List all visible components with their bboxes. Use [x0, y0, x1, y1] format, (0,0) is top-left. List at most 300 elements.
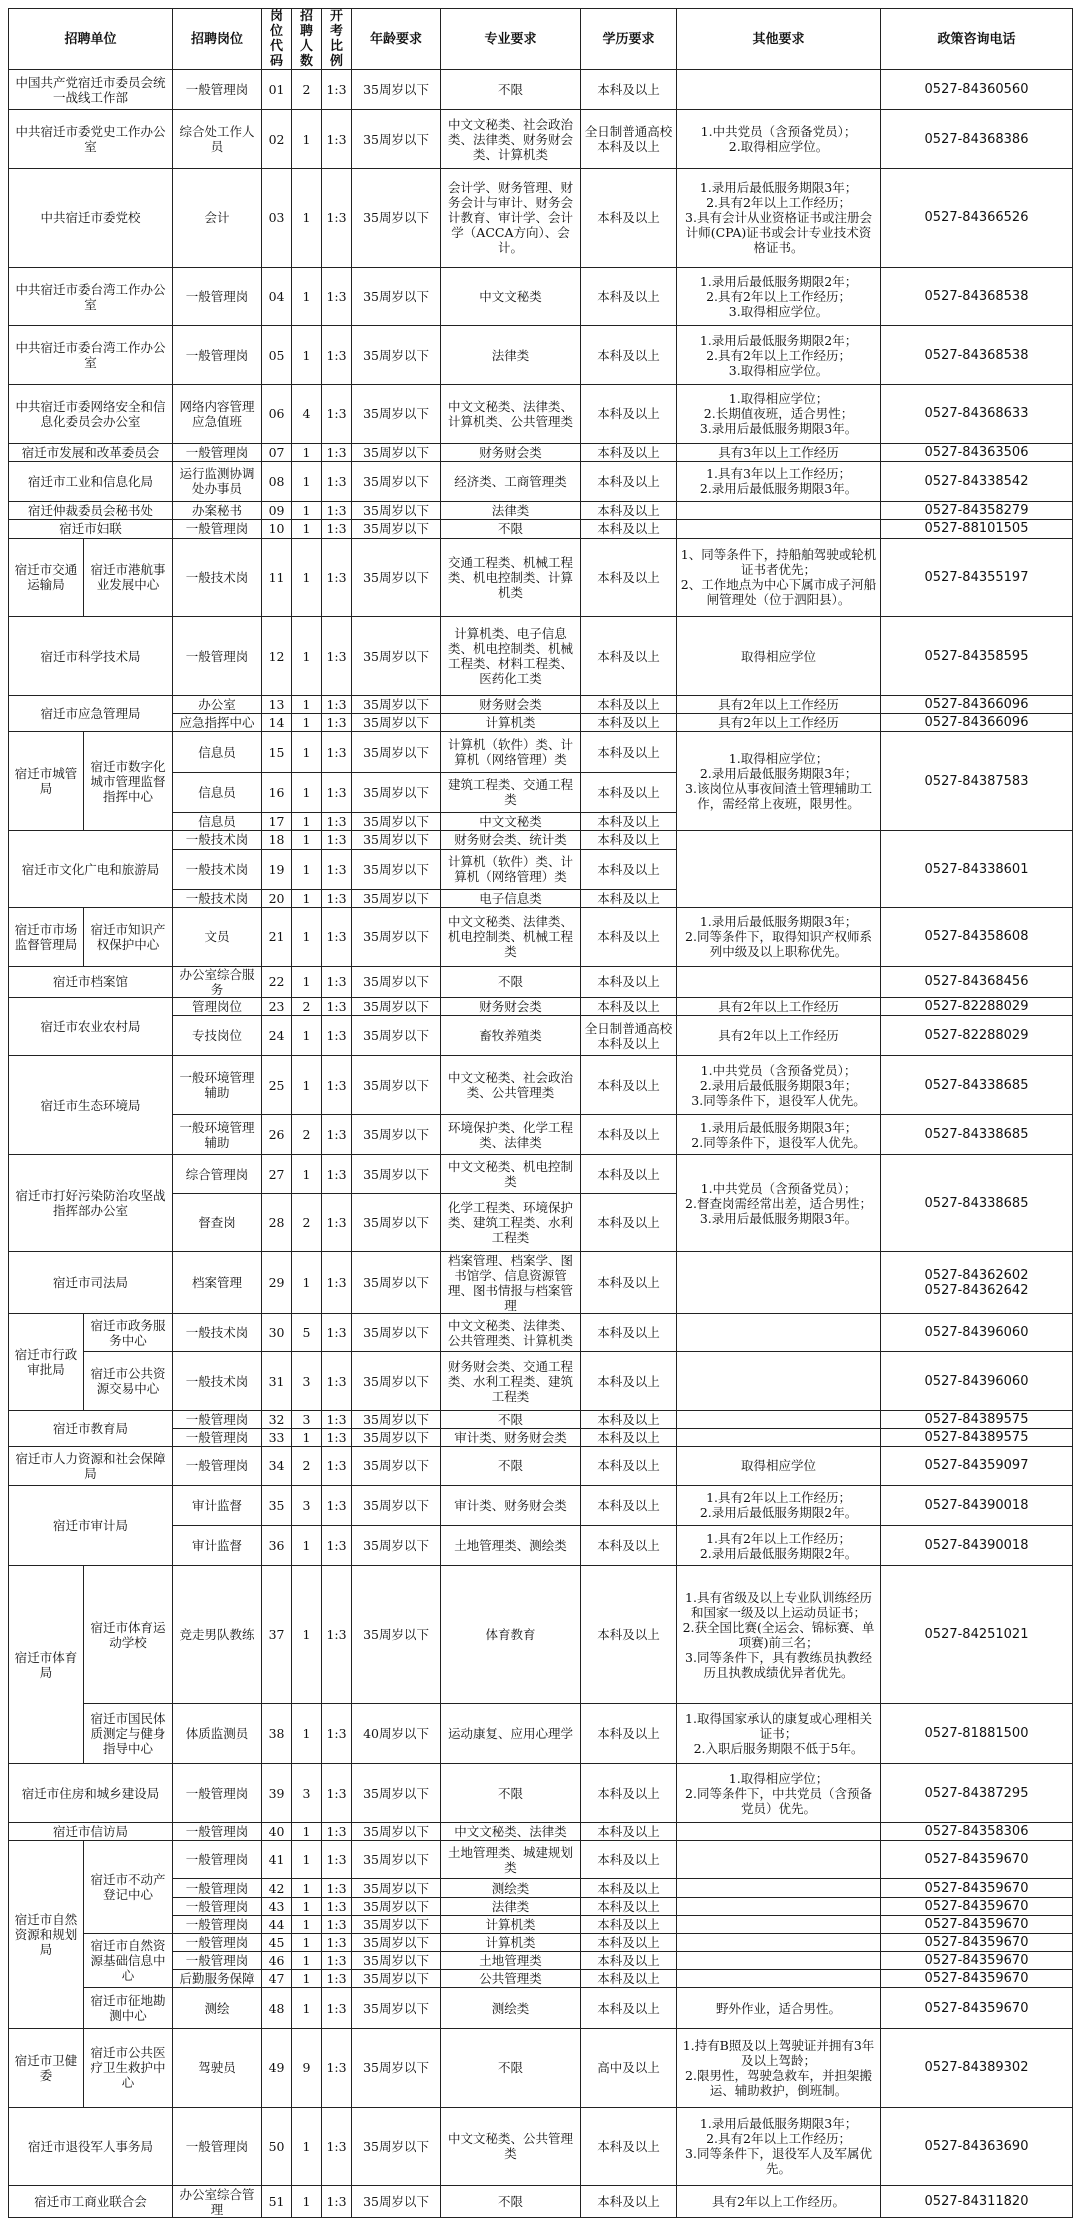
phone-cell: 0527-84368538: [881, 326, 1073, 385]
unit-cell: 宿迁市生态环境局: [9, 1056, 173, 1155]
age-cell: 35周岁以下: [352, 1897, 441, 1915]
table-row: [9, 1352, 1073, 1411]
age-cell: 35周岁以下: [352, 1988, 441, 2028]
post-cell: 竞走男队教练: [173, 1566, 262, 1703]
phone-cell: 0527-84387583: [881, 732, 1073, 831]
unit-cell: 中共宿迁市委网络安全和信息化委员会办公室: [9, 385, 173, 444]
ratio-cell: 1:3: [322, 1897, 352, 1915]
phone-cell: 0527-84338542: [881, 461, 1073, 501]
other-cell: [677, 1970, 881, 1988]
num-cell: 5: [292, 1313, 322, 1351]
edu-cell: 本科及以上: [581, 1822, 677, 1840]
ratio-cell: 1:3: [322, 267, 352, 326]
group-unit-cell: 宿迁市卫健委: [9, 2028, 84, 2107]
num-cell: 1: [292, 908, 322, 967]
table-row: [9, 520, 1073, 538]
major-cell: 化学工程类、环境保护类、建筑工程类、水利工程类: [441, 1193, 581, 1252]
post-cell: 一般技术岗: [173, 1352, 262, 1411]
ratio-cell: 1:3: [322, 1915, 352, 1933]
major-cell: 不限: [441, 1447, 581, 1485]
post-cell: 一般管理岗: [173, 443, 262, 461]
age-cell: 35周岁以下: [352, 1566, 441, 1703]
other-cell: 具有3年以上工作经历: [677, 443, 881, 461]
phone-cell: 0527-84363506: [881, 443, 1073, 461]
edu-cell: 本科及以上: [581, 1193, 677, 1252]
other-cell: 野外作业，适合男性。: [677, 1988, 881, 2028]
unit-cell: 宿迁市退役军人事务局: [9, 2107, 173, 2186]
code-cell: 45: [262, 1933, 292, 1951]
age-cell: 35周岁以下: [352, 1429, 441, 1447]
major-cell: 不限: [441, 1764, 581, 1823]
age-cell: 35周岁以下: [352, 520, 441, 538]
major-cell: 中文文秘类、法律类、机电控制类、机械工程类: [441, 908, 581, 967]
ratio-cell: 1:3: [322, 813, 352, 831]
major-cell: 中文文秘类、社会政治类、公共管理类: [441, 1056, 581, 1115]
unit-cell: 宿迁市自然资源基础信息中心: [84, 1933, 173, 1988]
unit-cell: 宿迁市数字化城市管理监督指挥中心: [84, 732, 173, 831]
other-cell: [677, 1933, 881, 1951]
code-cell: 42: [262, 1879, 292, 1897]
major-cell: 中文文秘类: [441, 813, 581, 831]
major-cell: 财务财会类: [441, 997, 581, 1015]
num-cell: 1: [292, 168, 322, 267]
unit-cell: 宿迁市司法局: [9, 1252, 173, 1314]
other-cell: 1.录用后最低服务期限3年； 2.具有2年以上工作经历； 3.具有会计从业资格证书或注册会计师(CPA)证书或会计专业技术资格证书。: [677, 168, 881, 267]
ratio-cell: 1:3: [322, 2028, 352, 2107]
other-cell: 1.持有B照及以上驾驶证并拥有3年及以上驾龄； 2.限男性，驾驶急救车，并担架搬运、辅助救护，倒班制。: [677, 2028, 881, 2107]
code-cell: 26: [262, 1115, 292, 1155]
code-cell: 25: [262, 1056, 292, 1115]
post-cell: 综合处工作人员: [173, 110, 262, 169]
post-cell: 一般管理岗: [173, 1915, 262, 1933]
phone-cell: 0527-84396060: [881, 1313, 1073, 1351]
code-cell: 20: [262, 889, 292, 907]
unit-cell: 宿迁市档案馆: [9, 966, 173, 997]
phone-cell: 0527-84366096: [881, 714, 1073, 732]
num-cell: 3: [292, 1485, 322, 1525]
major-cell: 计算机类、电子信息类、机电控制类、机械工程类、材料工程类、医药化工类: [441, 617, 581, 696]
other-cell: 1.取得国家承认的康复或心理相关证书； 2.入职后服务期限不低于5年。: [677, 1703, 881, 1764]
major-cell: 中文文秘类、社会政治类、法律类、财务财会类、计算机类: [441, 110, 581, 169]
edu-cell: 本科及以上: [581, 1566, 677, 1703]
ratio-cell: 1:3: [322, 70, 352, 110]
phone-cell: 0527-84368386: [881, 110, 1073, 169]
phone-cell: 0527-84368633: [881, 385, 1073, 444]
age-cell: 35周岁以下: [352, 1193, 441, 1252]
code-cell: 24: [262, 1016, 292, 1056]
unit-cell: 宿迁市知识产权保护中心: [84, 908, 173, 967]
code-cell: 08: [262, 461, 292, 501]
age-cell: 35周岁以下: [352, 1485, 441, 1525]
phone-cell: 0527-84396060: [881, 1352, 1073, 1411]
ratio-cell: 1:3: [322, 1056, 352, 1115]
age-cell: 35周岁以下: [352, 1933, 441, 1951]
age-cell: 35周岁以下: [352, 1822, 441, 1840]
table-row: [9, 267, 1073, 326]
group-unit-cell: 宿迁市行政审批局: [9, 1313, 84, 1410]
ratio-cell: 1:3: [322, 908, 352, 967]
num-cell: 1: [292, 889, 322, 907]
code-cell: 31: [262, 1352, 292, 1411]
ratio-cell: 1:3: [322, 1193, 352, 1252]
unit-cell: 宿迁市农业农村局: [9, 997, 173, 1056]
age-cell: 35周岁以下: [352, 1764, 441, 1823]
phone-cell: 0527-84358608: [881, 908, 1073, 967]
edu-cell: 本科及以上: [581, 1429, 677, 1447]
other-cell: 1.录用后最低服务期限3年； 2.同等条件下，取得知识产权师系列中级及以上职称优先。: [677, 908, 881, 967]
ratio-cell: 1:3: [322, 168, 352, 267]
unit-cell: 宿迁市文化广电和旅游局: [9, 831, 173, 908]
phone-cell: 0527-84359670: [881, 1988, 1073, 2028]
other-cell: 1.具有省级及以上专业队训练经历和国家一级及以上运动员证书； 2.获全国比赛(全运会、锦标赛、单项赛)前三名； 3.同等条件下，具有教练员执教经历且执教成绩优异者优先。: [677, 1566, 881, 1703]
num-cell: 1: [292, 1429, 322, 1447]
age-cell: 40周岁以下: [352, 1703, 441, 1764]
major-cell: 不限: [441, 2028, 581, 2107]
edu-cell: 本科及以上: [581, 1313, 677, 1351]
table-row: [9, 2107, 1073, 2186]
num-cell: 1: [292, 1703, 322, 1764]
major-cell: 电子信息类: [441, 889, 581, 907]
ratio-cell: 1:3: [322, 1447, 352, 1485]
ratio-cell: 1:3: [322, 696, 352, 714]
post-cell: 一般技术岗: [173, 831, 262, 849]
edu-cell: 本科及以上: [581, 1447, 677, 1485]
code-cell: 33: [262, 1429, 292, 1447]
phone-cell: 0527-84359097: [881, 1447, 1073, 1485]
age-cell: 35周岁以下: [352, 385, 441, 444]
post-cell: 一般管理岗: [173, 326, 262, 385]
other-cell: 具有2年以上工作经历: [677, 997, 881, 1015]
other-cell: [677, 966, 881, 997]
ratio-cell: 1:3: [322, 1703, 352, 1764]
unit-cell: 宿迁市发展和改革委员会: [9, 443, 173, 461]
table-row: [9, 696, 1073, 714]
edu-cell: 本科及以上: [581, 1703, 677, 1764]
major-cell: 不限: [441, 2186, 581, 2218]
post-cell: 一般管理岗: [173, 1879, 262, 1897]
phone-cell: 0527-84390018: [881, 1485, 1073, 1525]
age-cell: 35周岁以下: [352, 732, 441, 772]
other-cell: [677, 1352, 881, 1411]
edu-cell: 本科及以上: [581, 461, 677, 501]
ratio-cell: 1:3: [322, 1016, 352, 1056]
age-cell: 35周岁以下: [352, 1352, 441, 1411]
ratio-cell: 1:3: [322, 326, 352, 385]
post-cell: 一般技术岗: [173, 1313, 262, 1351]
post-cell: 体质监测员: [173, 1703, 262, 1764]
age-cell: 35周岁以下: [352, 1016, 441, 1056]
edu-cell: 本科及以上: [581, 1897, 677, 1915]
other-cell: [677, 1313, 881, 1351]
num-cell: 1: [292, 813, 322, 831]
ratio-cell: 1:3: [322, 966, 352, 997]
edu-cell: 全日制普通高校本科及以上: [581, 110, 677, 169]
recruitment-table: [8, 8, 1073, 2218]
ratio-cell: 1:3: [322, 997, 352, 1015]
table-row: [9, 1447, 1073, 1485]
post-cell: 测绘: [173, 1988, 262, 2028]
code-cell: 36: [262, 1526, 292, 1566]
major-cell: 会计学、财务管理、财务会计与审计、财务会计教育、审计学、会计学（ACCA方向）、会计。: [441, 168, 581, 267]
age-cell: 35周岁以下: [352, 1056, 441, 1115]
header-phone: 政策咨询电话: [881, 9, 1073, 70]
num-cell: 1: [292, 1897, 322, 1915]
other-cell: 1.录用后最低服务期限2年； 2.具有2年以上工作经历； 3.取得相应学位。: [677, 267, 881, 326]
num-cell: 2: [292, 1193, 322, 1252]
code-cell: 50: [262, 2107, 292, 2186]
phone-cell: 0527-84362602 0527-84362642: [881, 1252, 1073, 1314]
post-cell: 一般管理岗: [173, 1447, 262, 1485]
ratio-cell: 1:3: [322, 1879, 352, 1897]
edu-cell: 本科及以上: [581, 831, 677, 849]
edu-cell: 本科及以上: [581, 714, 677, 732]
ratio-cell: 1:3: [322, 1526, 352, 1566]
edu-cell: 本科及以上: [581, 1155, 677, 1193]
table-row: [9, 997, 1073, 1015]
age-cell: 35周岁以下: [352, 461, 441, 501]
age-cell: 35周岁以下: [352, 1313, 441, 1351]
post-cell: 办公室综合服务: [173, 966, 262, 997]
post-cell: 一般技术岗: [173, 849, 262, 889]
ratio-cell: 1:3: [322, 110, 352, 169]
major-cell: 建筑工程类、交通工程类: [441, 772, 581, 812]
phone-cell: 0527-84389302: [881, 2028, 1073, 2107]
num-cell: 1: [292, 2186, 322, 2218]
major-cell: 中文文秘类、法律类: [441, 1822, 581, 1840]
code-cell: 09: [262, 502, 292, 520]
other-cell: 1.具有3年以上工作经历； 2.录用后最低服务期限3年。: [677, 461, 881, 501]
edu-cell: 本科及以上: [581, 1485, 677, 1525]
num-cell: 1: [292, 696, 322, 714]
major-cell: 中文文秘类、机电控制类: [441, 1155, 581, 1193]
phone-cell: 0527-84358595: [881, 617, 1073, 696]
code-cell: 32: [262, 1410, 292, 1428]
ratio-cell: 1:3: [322, 1429, 352, 1447]
unit-cell: 宿迁市港航事业发展中心: [84, 538, 173, 617]
phone-cell: 0527-84338685: [881, 1115, 1073, 1155]
phone-cell: 0527-84387295: [881, 1764, 1073, 1823]
phone-cell: 0527-84359670: [881, 1915, 1073, 1933]
num-cell: 1: [292, 1566, 322, 1703]
post-cell: 运行监测协调处办事员: [173, 461, 262, 501]
other-cell: [677, 520, 881, 538]
code-cell: 02: [262, 110, 292, 169]
age-cell: 35周岁以下: [352, 714, 441, 732]
age-cell: 35周岁以下: [352, 772, 441, 812]
ratio-cell: 1:3: [322, 1970, 352, 1988]
phone-cell: 0527-84355197: [881, 538, 1073, 617]
major-cell: 审计类、财务财会类: [441, 1429, 581, 1447]
table-row: [9, 70, 1073, 110]
phone-cell: 0527-88101505: [881, 520, 1073, 538]
major-cell: 测绘类: [441, 1879, 581, 1897]
table-row: [9, 443, 1073, 461]
major-cell: 土地管理类、城建规划类: [441, 1841, 581, 1879]
num-cell: 4: [292, 385, 322, 444]
table-row: [9, 538, 1073, 617]
edu-cell: 全日制普通高校本科及以上: [581, 1016, 677, 1056]
post-cell: 一般管理岗: [173, 1841, 262, 1879]
unit-cell: 中共宿迁市委台湾工作办公室: [9, 267, 173, 326]
edu-cell: 本科及以上: [581, 168, 677, 267]
major-cell: 公共管理类: [441, 1970, 581, 1988]
num-cell: 1: [292, 1056, 322, 1115]
edu-cell: 本科及以上: [581, 966, 677, 997]
ratio-cell: 1:3: [322, 1841, 352, 1879]
other-cell: [677, 1841, 881, 1879]
major-cell: 不限: [441, 966, 581, 997]
post-cell: 专技岗位: [173, 1016, 262, 1056]
age-cell: 35周岁以下: [352, 2028, 441, 2107]
age-cell: 35周岁以下: [352, 1526, 441, 1566]
num-cell: 2: [292, 70, 322, 110]
table-row: [9, 831, 1073, 849]
num-cell: 1: [292, 1879, 322, 1897]
major-cell: 法律类: [441, 1897, 581, 1915]
table-row: [9, 1410, 1073, 1428]
table-header-row: [9, 9, 1073, 70]
edu-cell: 本科及以上: [581, 997, 677, 1015]
other-cell: 1.录用后最低服务期限3年； 2.同等条件下，退役军人优先。: [677, 1115, 881, 1155]
ratio-cell: 1:3: [322, 520, 352, 538]
other-cell: 具有2年以上工作经历: [677, 1016, 881, 1056]
age-cell: 35周岁以下: [352, 502, 441, 520]
unit-cell: 中国共产党宿迁市委员会统一战线工作部: [9, 70, 173, 110]
major-cell: 测绘类: [441, 1988, 581, 2028]
edu-cell: 本科及以上: [581, 813, 677, 831]
table-row: [9, 1252, 1073, 1314]
header-other: 其他要求: [677, 9, 881, 70]
num-cell: 1: [292, 267, 322, 326]
ratio-cell: 1:3: [322, 1252, 352, 1314]
other-cell: 1.录用后最低服务期限2年； 2.具有2年以上工作经历； 3.取得相应学位。: [677, 326, 881, 385]
header-unit: 招聘单位: [9, 9, 173, 70]
edu-cell: 本科及以上: [581, 1952, 677, 1970]
edu-cell: 本科及以上: [581, 1764, 677, 1823]
ratio-cell: 1:3: [322, 849, 352, 889]
unit-cell: 宿迁市不动产登记中心: [84, 1841, 173, 1934]
major-cell: 审计类、财务财会类: [441, 1485, 581, 1525]
age-cell: 35周岁以下: [352, 168, 441, 267]
unit-cell: 宿迁市公共医疗卫生救护中心: [84, 2028, 173, 2107]
ratio-cell: 1:3: [322, 1485, 352, 1525]
edu-cell: 本科及以上: [581, 1352, 677, 1411]
table-row: [9, 502, 1073, 520]
major-cell: 土地管理类: [441, 1952, 581, 1970]
unit-cell: 宿迁市住房和城乡建设局: [9, 1764, 173, 1823]
table-row: [9, 385, 1073, 444]
unit-cell: 宿迁市科学技术局: [9, 617, 173, 696]
ratio-cell: 1:3: [322, 443, 352, 461]
ratio-cell: 1:3: [322, 1988, 352, 2028]
age-cell: 35周岁以下: [352, 908, 441, 967]
post-cell: 一般环境管理辅助: [173, 1056, 262, 1115]
ratio-cell: 1:3: [322, 772, 352, 812]
age-cell: 35周岁以下: [352, 1410, 441, 1428]
table-row: [9, 1485, 1073, 1525]
age-cell: 35周岁以下: [352, 1952, 441, 1970]
num-cell: 1: [292, 110, 322, 169]
age-cell: 35周岁以下: [352, 2107, 441, 2186]
num-cell: 2: [292, 997, 322, 1015]
ratio-cell: 1:3: [322, 1352, 352, 1411]
major-cell: 计算机（软件）类、计算机（网络管理）类: [441, 732, 581, 772]
unit-cell: 宿迁市征地勘测中心: [84, 1988, 173, 2028]
header-code: 岗位代码: [262, 9, 292, 70]
code-cell: 34: [262, 1447, 292, 1485]
phone-cell: 0527-84338601: [881, 831, 1073, 908]
ratio-cell: 1:3: [322, 732, 352, 772]
code-cell: 22: [262, 966, 292, 997]
major-cell: 畜牧养殖类: [441, 1016, 581, 1056]
num-cell: 1: [292, 502, 322, 520]
code-cell: 51: [262, 2186, 292, 2218]
unit-cell: 中共宿迁市委党校: [9, 168, 173, 267]
unit-cell: 宿迁市人力资源和社会保障局: [9, 1447, 173, 1485]
major-cell: 中文文秘类、法律类、计算机类、公共管理类: [441, 385, 581, 444]
major-cell: 档案管理、档案学、图书馆学、信息资源管理、图书情报与档案管理: [441, 1252, 581, 1314]
code-cell: 30: [262, 1313, 292, 1351]
phone-cell: 0527-84251021: [881, 1566, 1073, 1703]
edu-cell: 本科及以上: [581, 1915, 677, 1933]
num-cell: 1: [292, 732, 322, 772]
phone-cell: 0527-84311820: [881, 2186, 1073, 2218]
other-cell: [677, 1879, 881, 1897]
major-cell: 土地管理类、测绘类: [441, 1526, 581, 1566]
post-cell: 一般管理岗: [173, 1764, 262, 1823]
num-cell: 3: [292, 1410, 322, 1428]
post-cell: 一般管理岗: [173, 2107, 262, 2186]
table-row: [9, 966, 1073, 997]
age-cell: 35周岁以下: [352, 1915, 441, 1933]
edu-cell: 本科及以上: [581, 1252, 677, 1314]
unit-cell: 宿迁市体育运动学校: [84, 1566, 173, 1703]
other-cell: [677, 1410, 881, 1428]
table-row: [9, 1764, 1073, 1823]
edu-cell: 本科及以上: [581, 70, 677, 110]
age-cell: 35周岁以下: [352, 966, 441, 997]
code-cell: 29: [262, 1252, 292, 1314]
header-ratio: 开考比例: [322, 9, 352, 70]
group-unit-cell: 宿迁市自然资源和规划局: [9, 1841, 84, 2029]
num-cell: 3: [292, 1352, 322, 1411]
code-cell: 49: [262, 2028, 292, 2107]
edu-cell: 本科及以上: [581, 1933, 677, 1951]
code-cell: 43: [262, 1897, 292, 1915]
major-cell: 中文文秘类: [441, 267, 581, 326]
ratio-cell: 1:3: [322, 502, 352, 520]
num-cell: 1: [292, 1952, 322, 1970]
other-cell: [677, 1252, 881, 1314]
edu-cell: 本科及以上: [581, 1970, 677, 1988]
edu-cell: 本科及以上: [581, 2107, 677, 2186]
ratio-cell: 1:3: [322, 2107, 352, 2186]
post-cell: 信息员: [173, 772, 262, 812]
age-cell: 35周岁以下: [352, 696, 441, 714]
post-cell: 一般环境管理辅助: [173, 1115, 262, 1155]
post-cell: 文员: [173, 908, 262, 967]
phone-cell: 0527-81881500: [881, 1703, 1073, 1764]
major-cell: 环境保护类、化学工程类、法律类: [441, 1115, 581, 1155]
num-cell: 1: [292, 326, 322, 385]
edu-cell: 本科及以上: [581, 1115, 677, 1155]
code-cell: 13: [262, 696, 292, 714]
num-cell: 1: [292, 1155, 322, 1193]
table-row: [9, 1841, 1073, 1879]
major-cell: 财务财会类: [441, 443, 581, 461]
post-cell: 一般管理岗: [173, 1952, 262, 1970]
age-cell: 35周岁以下: [352, 1970, 441, 1988]
